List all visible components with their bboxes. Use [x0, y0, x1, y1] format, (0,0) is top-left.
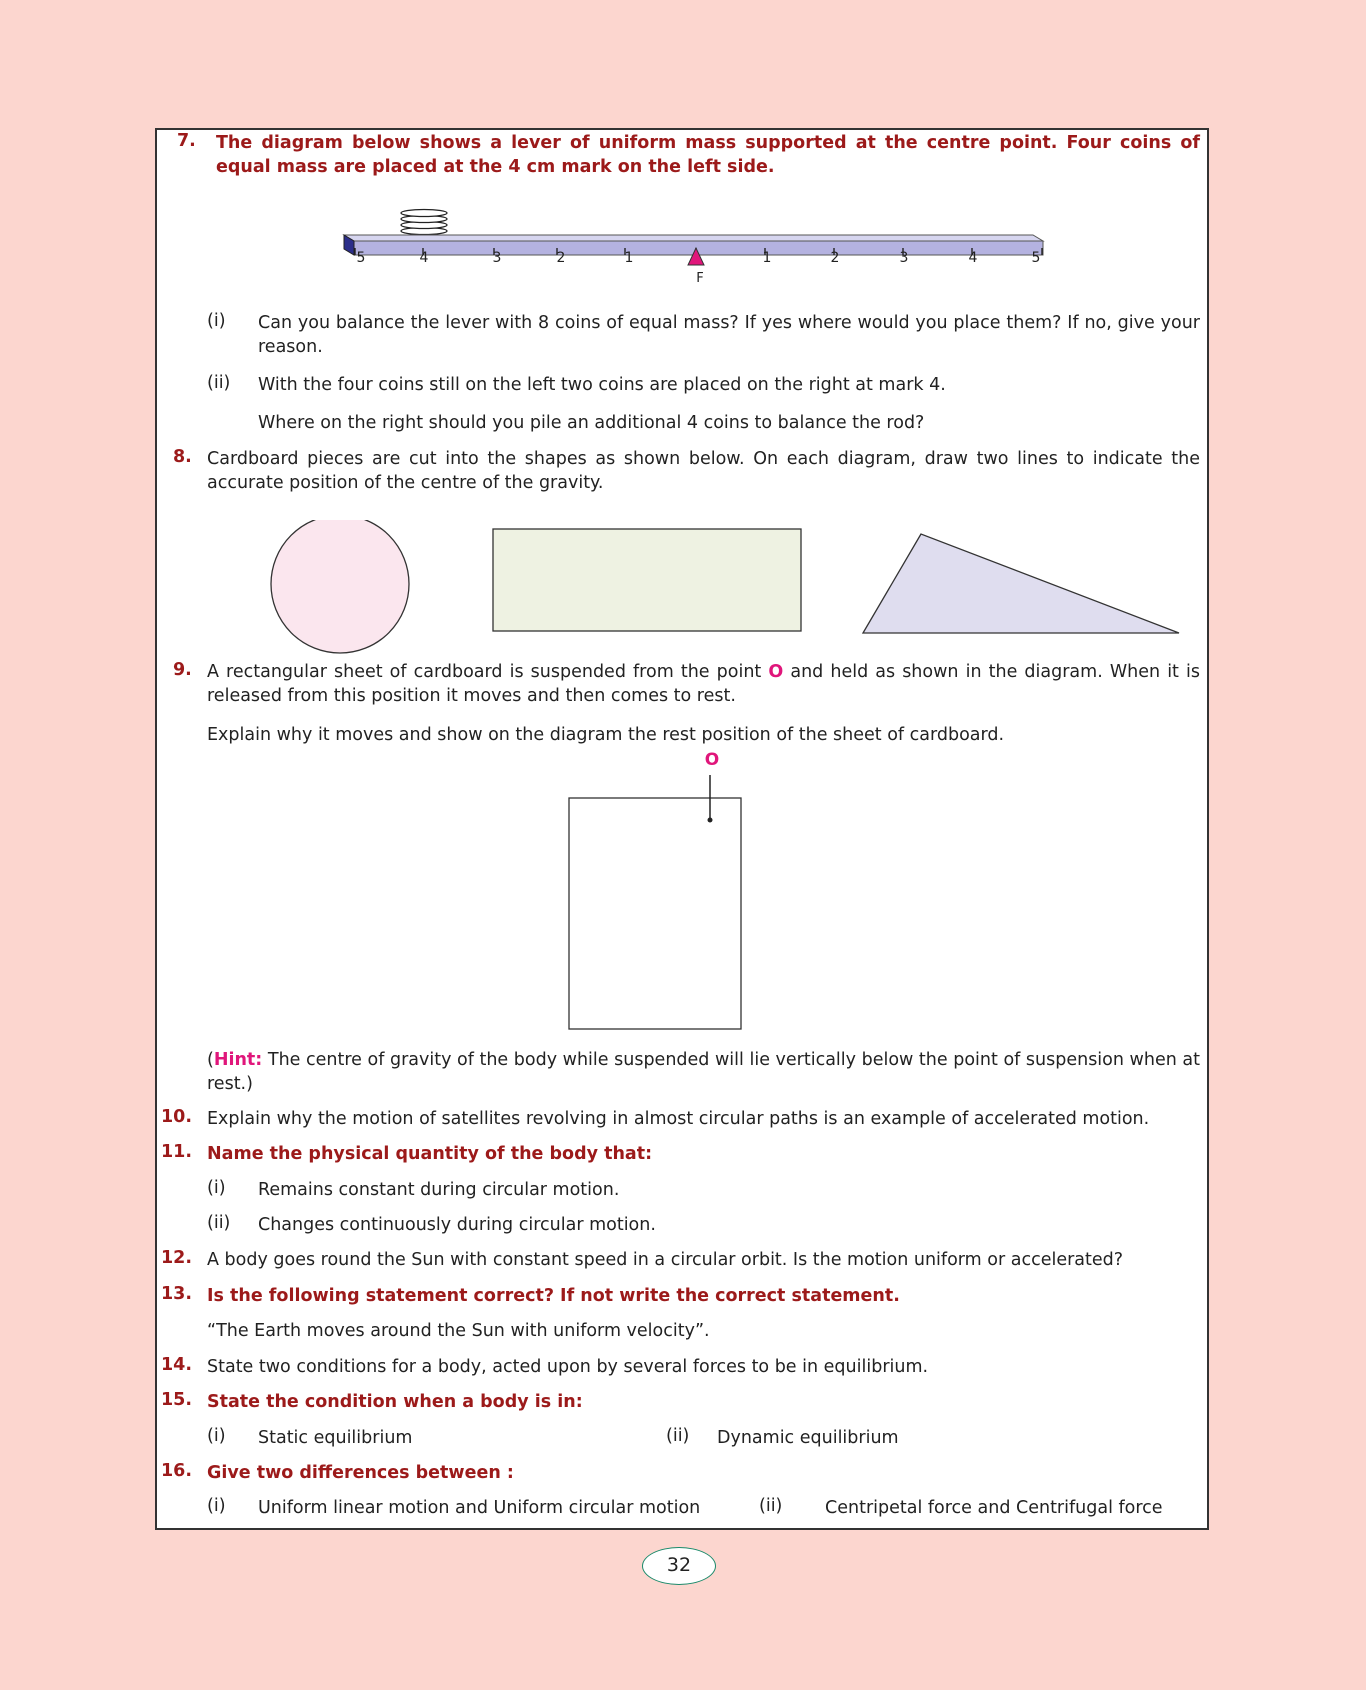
cardboard-sheet	[569, 798, 741, 1029]
question-15-sub-ii-text: Dynamic equilibrium	[717, 1428, 899, 1448]
point-o-label: O	[768, 662, 784, 682]
question-15-text: State the condition when a body is in:	[207, 1392, 583, 1412]
question-13-number: 13.	[161, 1284, 193, 1304]
question-7-sub-ii-text2: Where on the right should you pile an additional 4 coins to balance the rod?	[258, 413, 925, 433]
page-number: 32	[642, 1547, 716, 1585]
question-12-number: 12.	[161, 1248, 193, 1268]
question-15-sub-ii-number: (ii)	[666, 1426, 690, 1446]
question-9-number: 9.	[173, 660, 192, 680]
question-7-sub-ii-text: With the four coins still on the left two coins are placed on the right at mark 4.	[258, 375, 946, 395]
question-8-text: Cardboard pieces are cut into the shapes as shown below. On each diagram, draw two lines to indicate the accurate position of the centre of the gravity.	[207, 449, 1200, 493]
question-7-text: The diagram below shows a lever of uniform mass supported at the centre point. Four coins of equal mass are placed at the 4 cm mark on the left side.	[216, 133, 1200, 177]
question-11-sub-i-text: Remains constant during circular motion.	[258, 1180, 620, 1200]
lever-mark: 1	[624, 250, 634, 266]
lever-mark: 5	[356, 250, 366, 266]
suspended-cardboard-diagram	[560, 745, 760, 1035]
question-9-text	[207, 660, 1200, 708]
question-16-sub-i-text: Uniform linear motion and Uniform circular motion	[258, 1498, 701, 1518]
question-15-sub-i-text: Static equilibrium	[258, 1428, 413, 1448]
suspension-point-label: O	[704, 750, 720, 770]
hint-label: Hint:	[213, 1050, 263, 1070]
hint: (Hint: The centre of gravity of the body while suspended will lie vertically below the point of suspension when at rest.)	[207, 1050, 1200, 1094]
question-8-number: 8.	[173, 447, 192, 467]
question-14-number: 14.	[161, 1355, 193, 1375]
lever-mark: 2	[830, 250, 840, 266]
question-11-text: Name the physical quantity of the body that:	[207, 1144, 653, 1164]
lever-diagram	[330, 200, 1050, 290]
question-11-sub-i-number: (i)	[207, 1178, 226, 1198]
coin-stack	[401, 210, 447, 235]
question-16-text: Give two differences between :	[207, 1463, 514, 1483]
suspension-point	[708, 818, 713, 823]
question-10-text: Explain why the motion of satellites revolving in almost circular paths is an example of accelerated motion.	[207, 1109, 1150, 1129]
question-15-number: 15.	[161, 1390, 193, 1410]
question-16-sub-ii-number: (ii)	[759, 1496, 783, 1516]
question-16-sub-ii-text: Centripetal force and Centrifugal force	[825, 1498, 1163, 1518]
question-10-number: 10.	[161, 1107, 193, 1127]
lever-mark: 3	[492, 250, 502, 266]
lever-mark: 4	[968, 250, 978, 266]
fulcrum-label: F	[696, 271, 704, 286]
question-7-sub-i-text: Can you balance the lever with 8 coins of equal mass? If yes where would you place them? If no, give your reason.	[258, 313, 1200, 357]
question-16-sub-i-number: (i)	[207, 1496, 226, 1516]
question-7-number: 7.	[177, 131, 196, 151]
lever-mark: 2	[556, 250, 566, 266]
question-16-number: 16.	[161, 1461, 193, 1481]
hint-text: The centre of gravity of the body while suspended will lie vertically below the point of suspension when at rest.)	[207, 1050, 1200, 1094]
cardboard-shapes	[260, 520, 1190, 660]
lever-mark: 3	[899, 250, 909, 266]
question-9-text-b: and held as shown in the diagram. When it is released from this position it moves and then comes to rest.	[207, 662, 1200, 706]
rectangle-shape	[493, 529, 801, 631]
lever-mark: 4	[419, 250, 429, 266]
question-12-text: A body goes round the Sun with constant speed in a circular orbit. Is the motion uniform or accelerated?	[207, 1250, 1124, 1270]
question-14-text: State two conditions for a body, acted upon by several forces to be in equilibrium.	[207, 1357, 929, 1377]
question-15-sub-i-number: (i)	[207, 1426, 226, 1446]
circle-shape	[271, 520, 409, 653]
lever-mark: 5	[1031, 250, 1041, 266]
question-13-quote: “The Earth moves around the Sun with uniform velocity”.	[207, 1321, 710, 1341]
question-7-sub-ii-number: (ii)	[207, 373, 231, 393]
question-11-number: 11.	[161, 1142, 193, 1162]
question-11-sub-ii-number: (ii)	[207, 1213, 231, 1233]
question-13-text: Is the following statement correct? If not write the correct statement.	[207, 1286, 900, 1306]
question-9-text2: Explain why it moves and show on the diagram the rest position of the sheet of cardboard.	[207, 725, 1005, 745]
question-11-sub-ii-text: Changes continuously during circular motion.	[258, 1215, 656, 1235]
triangle-shape	[863, 534, 1179, 633]
lever-mark: 1	[762, 250, 772, 266]
question-7-sub-i-number: (i)	[207, 311, 226, 331]
lever-bar	[344, 235, 1043, 255]
question-9-text-a: A rectangular sheet of cardboard is suspended from the point	[207, 662, 762, 682]
